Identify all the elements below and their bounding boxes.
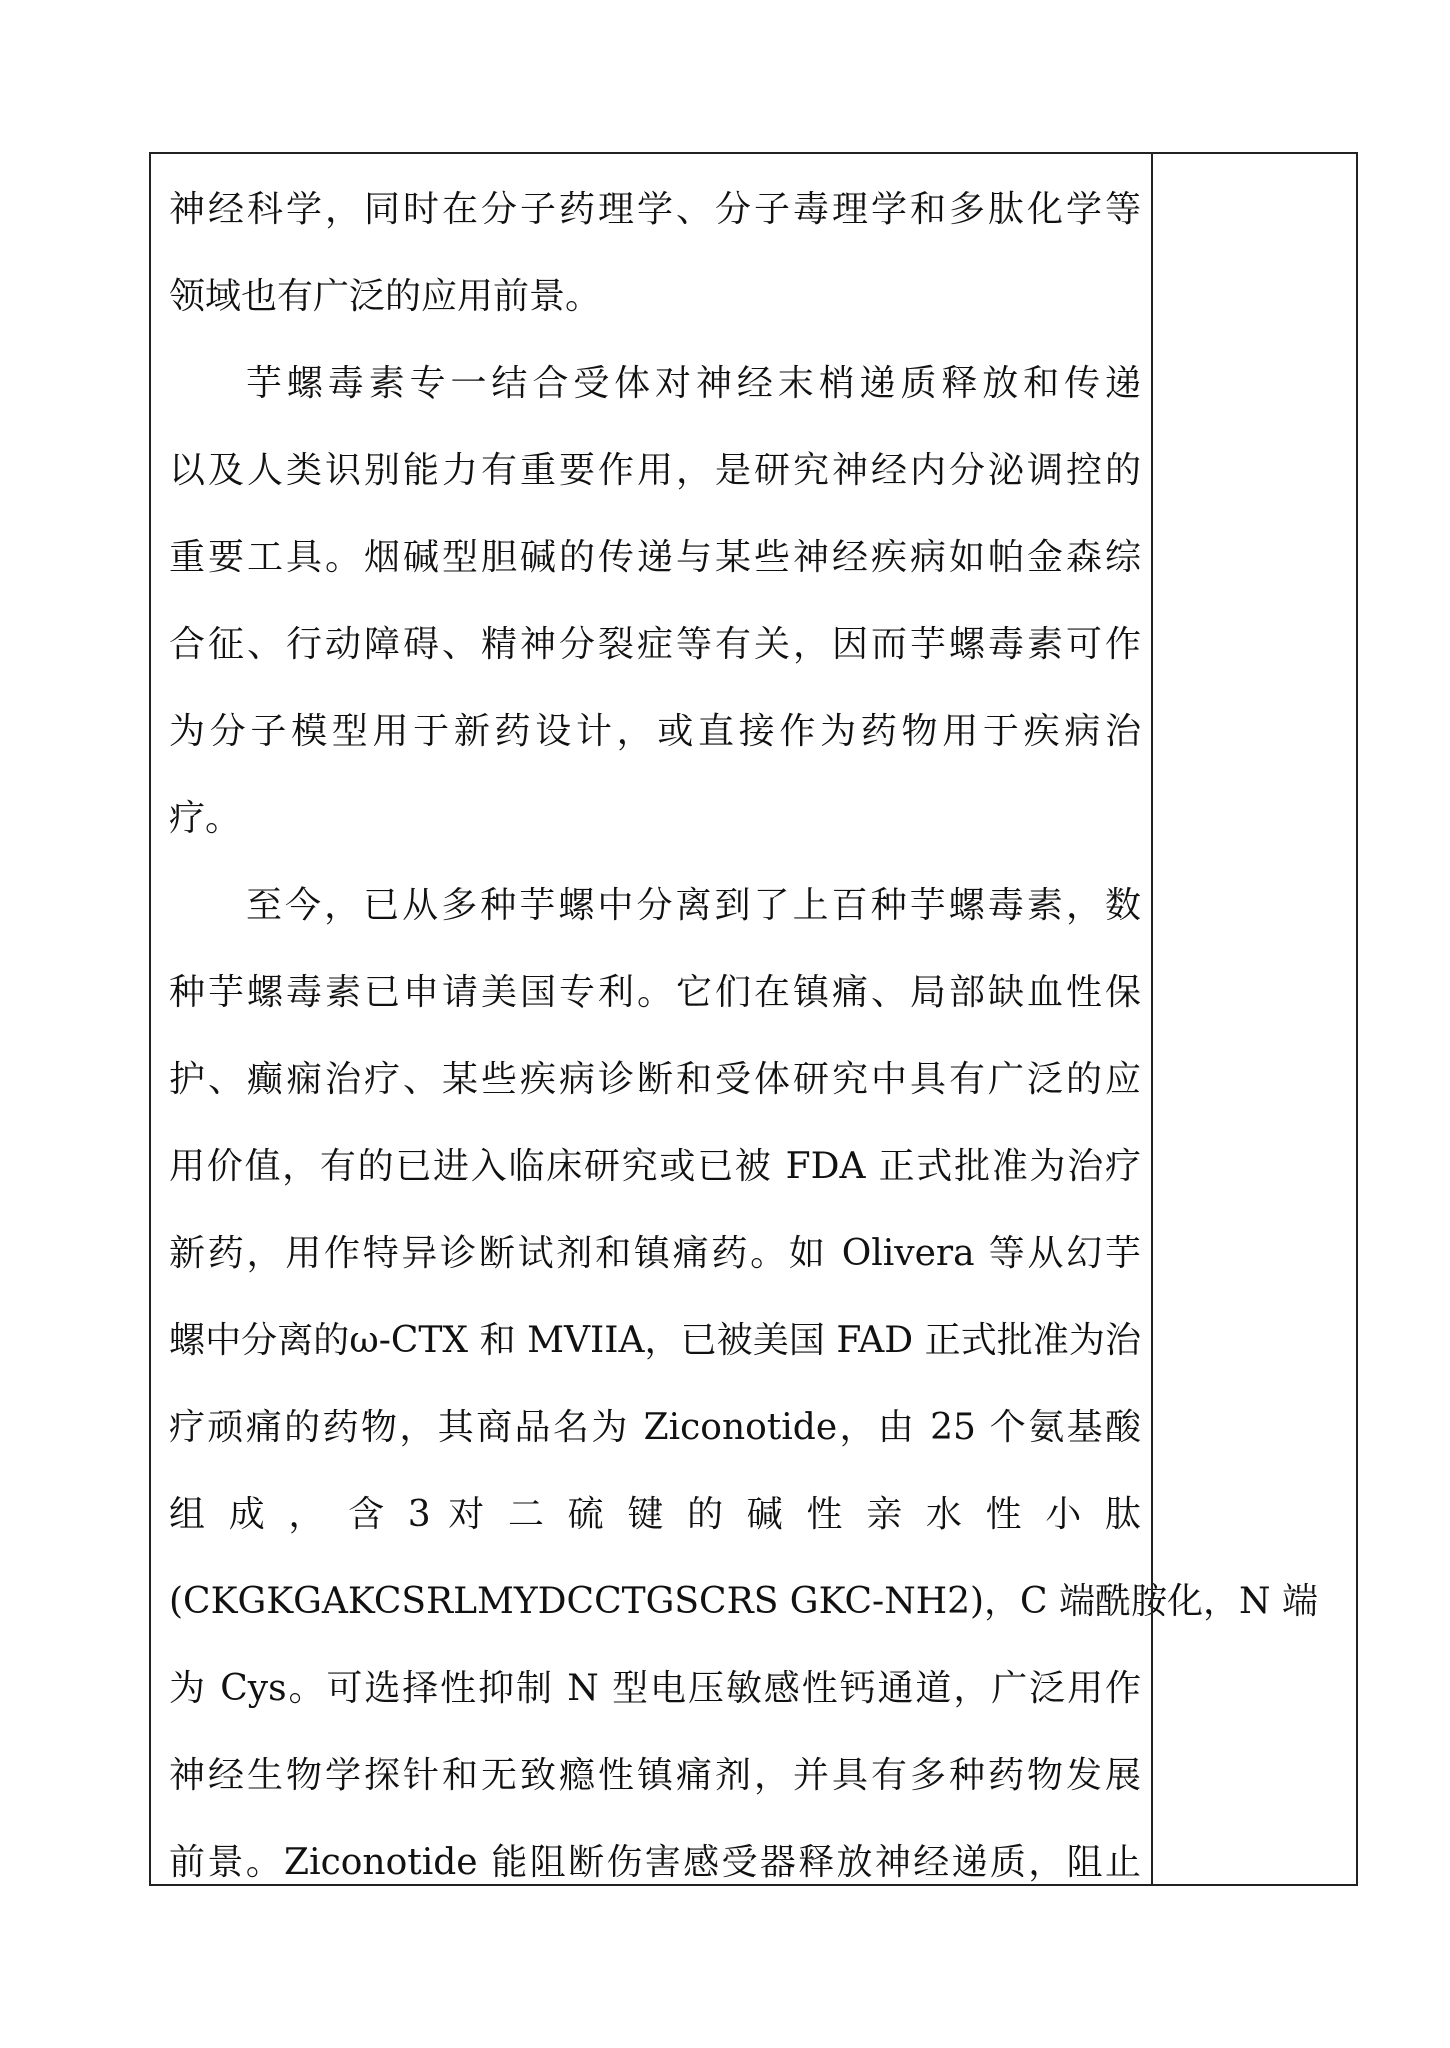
text-line: 神经科学，同时在分子药理学、分子毒理学和多肽化学等 <box>169 189 1141 230</box>
text-line: 领域也有广泛的应用前景。 <box>169 276 602 317</box>
text-line: 神经生物学探针和无致瘾性镇痛剂，并具有多种药物发展 <box>169 1755 1141 1796</box>
main-text-cell <box>169 166 1318 1906</box>
text-line: 合征、行动障碍、精神分裂症等有关，因而芋螺毒素可作 <box>169 624 1141 665</box>
text-line: 为 Cys。可选择性抑制 N 型电压敏感性钙通道，广泛用作 <box>169 1668 1141 1709</box>
text-line: 螺中分离的ω-CTX 和 MVIIA，已被美国 FAD 正式批准为治 <box>169 1320 1141 1361</box>
text-line: (CKGKGAKCSRLMYDCCTGSCRS GKC-NH2)，C 端酰胺化，N 端 <box>169 1581 1318 1622</box>
side-cell <box>1153 154 1356 1884</box>
text-line: 为分子模型用于新药设计，或直接作为药物用于疾病治 <box>169 711 1141 752</box>
text-line: 至今，已从多种芋螺中分离到了上百种芋螺毒素，数 <box>246 885 1141 926</box>
text-line: 以及人类识别能力有重要作用，是研究神经内分泌调控的 <box>169 450 1141 491</box>
text-line: 芋螺毒素专一结合受体对神经末梢递质释放和传递 <box>246 363 1141 404</box>
text-line: 组 成 ， 含 3 对 二 硫 键 的 碱 性 亲 水 性 小 肽 <box>169 1494 1141 1535</box>
text-line: 前景。Ziconotide 能阻断伤害感受器释放神经递质，阻止 <box>169 1842 1141 1883</box>
text-line: 护、癫痫治疗、某些疾病诊断和受体研究中具有广泛的应 <box>169 1059 1141 1100</box>
text-line: 种芋螺毒素已申请美国专利。它们在镇痛、局部缺血性保 <box>169 972 1141 1013</box>
document-table <box>149 152 1358 1886</box>
text-line: 疗。 <box>169 798 242 839</box>
text-line: 重要工具。烟碱型胆碱的传递与某些神经疾病如帕金森综 <box>169 537 1141 578</box>
text-line: 疗顽痛的药物，其商品名为 Ziconotide，由 25 个氨基酸 <box>169 1407 1141 1448</box>
text-line: 用价值，有的已进入临床研究或已被 FDA 正式批准为治疗 <box>169 1146 1141 1187</box>
text-line: 新药，用作特异诊断试剂和镇痛药。如 Olivera 等从幻芋 <box>169 1233 1141 1274</box>
